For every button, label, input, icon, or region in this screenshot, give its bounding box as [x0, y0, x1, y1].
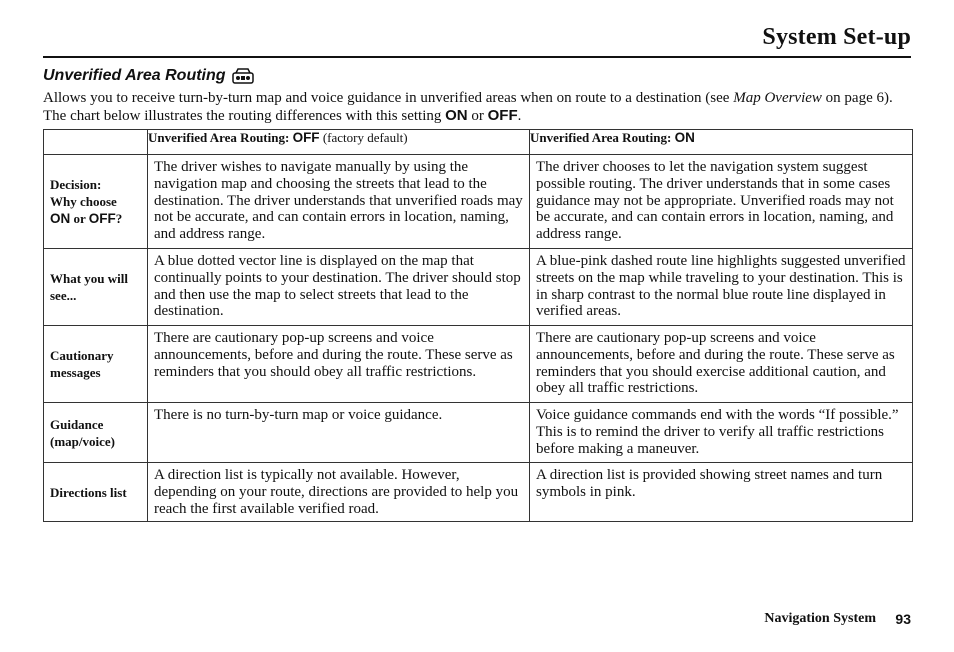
decision-label-on: ON [50, 211, 71, 226]
cell-on: There are cautionary pop-up screens and voice announcements, before and during the route. These serve as reminders that you should exercise additional caution, and obey all traffic restrictions. [530, 326, 913, 403]
intro-text-1: Allows you to receive turn-by-turn map and voice guidance in unverified areas when on route to a destination (see [43, 90, 734, 106]
cell-on: A blue-pink dashed route line highlights suggested unverified streets on the map while traveling to your destination. This is in sharp contrast to the normal blue route line displayed in verified areas. [530, 249, 913, 326]
decision-label-line2: Why choose [50, 194, 117, 209]
cell-on: Voice guidance commands end with the words “If possible.” This is to remind the driver to verify all traffic restrictions before making a maneuver. [530, 403, 913, 463]
header-off [148, 130, 530, 155]
decision-label-line1: Decision: [50, 177, 102, 192]
row-label-what-you-will-see: What you will see... [44, 249, 148, 326]
footer-label: Navigation System [764, 611, 876, 626]
table-row [44, 463, 913, 522]
table-row [44, 403, 913, 463]
intro-or: or [467, 108, 488, 124]
routing-comparison-table [43, 129, 913, 522]
intro-text-2: on page 6). The chart below illustrates the routing differences with this setting [43, 90, 893, 124]
intro-end: . [517, 108, 522, 124]
decision-label-off: OFF [88, 211, 116, 226]
cell-on: A direction list is provided showing street names and turn symbols in pink. [530, 463, 913, 522]
intro-off: OFF [487, 107, 518, 124]
header-on-prefix: Unverified Area Routing: [530, 130, 675, 145]
cell-off: There are cautionary pop-up screens and voice announcements, before and during the route. These serve as reminders that you should obey all traffic restrictions. [148, 326, 530, 403]
cell-off: There is no turn-by-turn map or voice guidance. [148, 403, 530, 463]
intro-on: ON [445, 107, 468, 124]
row-label-guidance: Guidance (map/voice) [44, 403, 148, 463]
cell-on: The driver chooses to let the navigation system suggest possible routing. The driver understands that in some cases guidance may not be appropriate. Unverified roads may not be accurate, and can contain errors in location, naming, and address range. [530, 155, 913, 249]
header-on-value: ON [674, 130, 695, 145]
row-label-decision [44, 155, 148, 249]
intro-paragraph [43, 90, 913, 125]
page-title: System Set-up [762, 24, 911, 50]
page-number: 93 [895, 611, 911, 627]
table-header-row [44, 130, 913, 155]
table-row [44, 155, 913, 249]
decision-label-q: ? [115, 211, 123, 226]
cell-off: A direction list is typically not available. However, depending on your route, directions are provided to help you reach the first available verified road. [148, 463, 530, 522]
section-heading [43, 67, 254, 85]
header-off-suffix: (factory default) [319, 130, 408, 145]
map-overview-reference: Map Overview [733, 90, 822, 106]
table-row [44, 326, 913, 403]
voice-command-icon [232, 68, 254, 84]
decision-label-or: or [70, 211, 89, 226]
row-label-cautionary-messages: Cautionary messages [44, 326, 148, 403]
section-heading-text: Unverified Area Routing [43, 67, 226, 84]
cell-off: A blue dotted vector line is displayed on the map that continually points to your destination. The driver should stop and then use the map to select streets that lead to the destination. [148, 249, 530, 326]
header-empty-cell [44, 130, 148, 155]
table-row [44, 249, 913, 326]
header-off-value: OFF [292, 130, 320, 145]
header-on [530, 130, 913, 155]
title-divider [43, 56, 911, 58]
header-off-prefix: Unverified Area Routing: [148, 130, 293, 145]
cell-off: The driver wishes to navigate manually by using the navigation map and choosing the streets that lead to the destination. The driver understands that unverified roads may not be accurate, and can contain errors in location, naming, and address range. [148, 155, 530, 249]
row-label-directions-list: Directions list [44, 463, 148, 522]
